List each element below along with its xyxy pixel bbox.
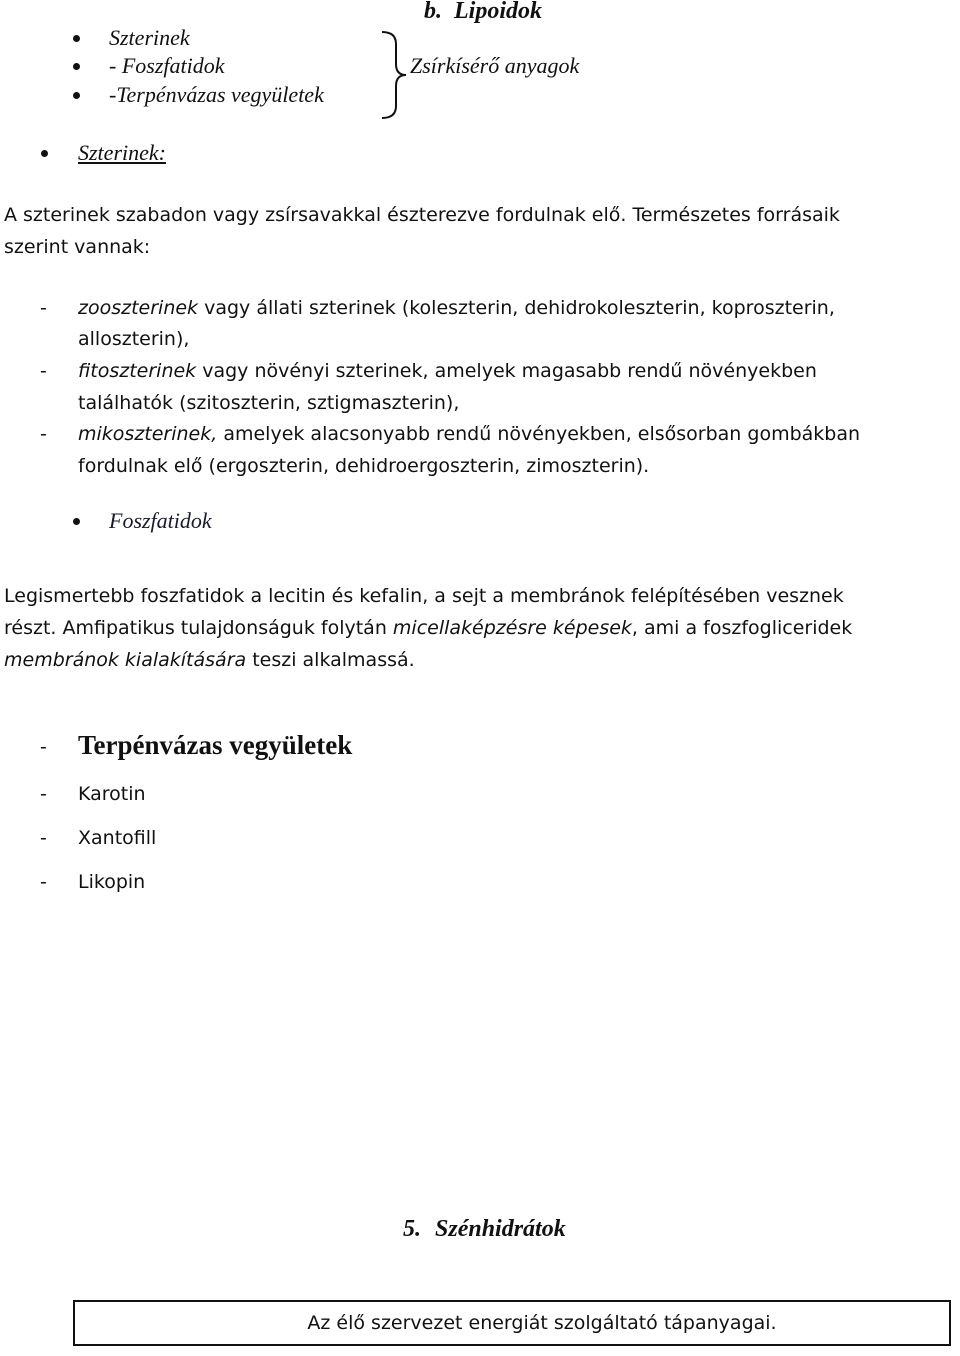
definition-text: Az élő szervezet energiát szolgáltató tápanyagai. xyxy=(307,1312,777,1334)
brace-label: Zsírkísérő anyagok xyxy=(410,53,580,78)
list-dash: - xyxy=(40,360,47,382)
terpene-item: Karotin xyxy=(78,783,146,805)
sterol-desc: vagy állati szterinek (koleszterin, dehidrokoleszterin, koproszterin, xyxy=(198,297,835,319)
phosphatide-emphasis: micellaképzésre képesek xyxy=(392,617,632,639)
phosphatide-text: részt. Amfipatikus tulajdonságuk folytán xyxy=(4,617,393,639)
sterol-list-item xyxy=(78,418,860,450)
top-list-item: Szterinek xyxy=(109,25,190,50)
phosphatide-text: teszi alkalmassá. xyxy=(246,649,415,671)
sterol-list-item-cont: találhatók (szitoszterin, sztigmaszterin), xyxy=(78,392,460,414)
bullet-icon xyxy=(73,63,80,70)
section-title: Lipoidok xyxy=(454,0,542,24)
section-heading-lipoidok xyxy=(424,0,542,26)
sterol-term: fitoszterinek xyxy=(78,360,197,382)
list-dash: - xyxy=(40,827,47,849)
terpene-heading: Terpénvázas vegyületek xyxy=(78,730,353,760)
sterol-list-item-cont: alloszterin), xyxy=(78,328,190,350)
sterol-term: mikoszterinek, xyxy=(78,423,218,445)
terpene-item: Xantofill xyxy=(78,827,157,849)
sterol-intro-line: szerint vannak: xyxy=(4,236,151,258)
carb-heading xyxy=(403,1213,566,1245)
phosphatide-text: , ami a foszfogliceridek xyxy=(631,617,853,639)
terpene-item: Likopin xyxy=(78,871,146,893)
definition-box xyxy=(73,1300,951,1346)
sterol-desc: amelyek alacsonyabb rendű növényekben, elsősorban gombákban xyxy=(217,423,861,445)
carb-title: Szénhidrátok xyxy=(435,1216,566,1242)
list-dash: - xyxy=(40,783,47,805)
sterol-term: zooszterinek xyxy=(78,297,199,319)
bullet-icon xyxy=(73,35,80,42)
bullet-icon xyxy=(41,150,48,157)
top-list-item: - Foszfatidok xyxy=(109,53,225,78)
section-letter: b. xyxy=(424,0,442,24)
phosphatide-heading: Foszfatidok xyxy=(109,508,212,533)
sterol-list-item xyxy=(78,355,817,387)
sterol-list-item-cont: fordulnak elő (ergoszterin, dehidroergoszterin, zimoszterin). xyxy=(78,455,650,477)
phosphatide-line xyxy=(4,612,852,644)
list-dash: - xyxy=(40,736,47,758)
phosphatide-line: Legismertebb foszfatidok a lecitin és kefalin, a sejt a membránok felépítésében vesznek xyxy=(4,585,844,607)
list-dash: - xyxy=(40,297,47,319)
sterol-desc: vagy növényi szterinek, amelyek magasabb rendű növényekben xyxy=(196,360,817,382)
phosphatide-emphasis: membránok kialakítására xyxy=(4,649,247,671)
bullet-icon xyxy=(73,518,80,525)
list-dash: - xyxy=(40,871,47,893)
curly-brace-icon xyxy=(376,30,410,120)
phosphatide-line xyxy=(4,644,415,676)
list-dash: - xyxy=(40,423,47,445)
bullet-icon xyxy=(73,92,80,99)
top-list-item: -Terpénvázas vegyületek xyxy=(109,82,324,107)
sterol-heading: Szterinek: xyxy=(78,140,166,165)
sterol-intro-line: A szterinek szabadon vagy zsírsavakkal észterezve fordulnak elő. Természetes forrásaik xyxy=(4,204,840,226)
carb-number: 5. xyxy=(403,1216,421,1242)
sterol-list-item xyxy=(78,292,835,324)
